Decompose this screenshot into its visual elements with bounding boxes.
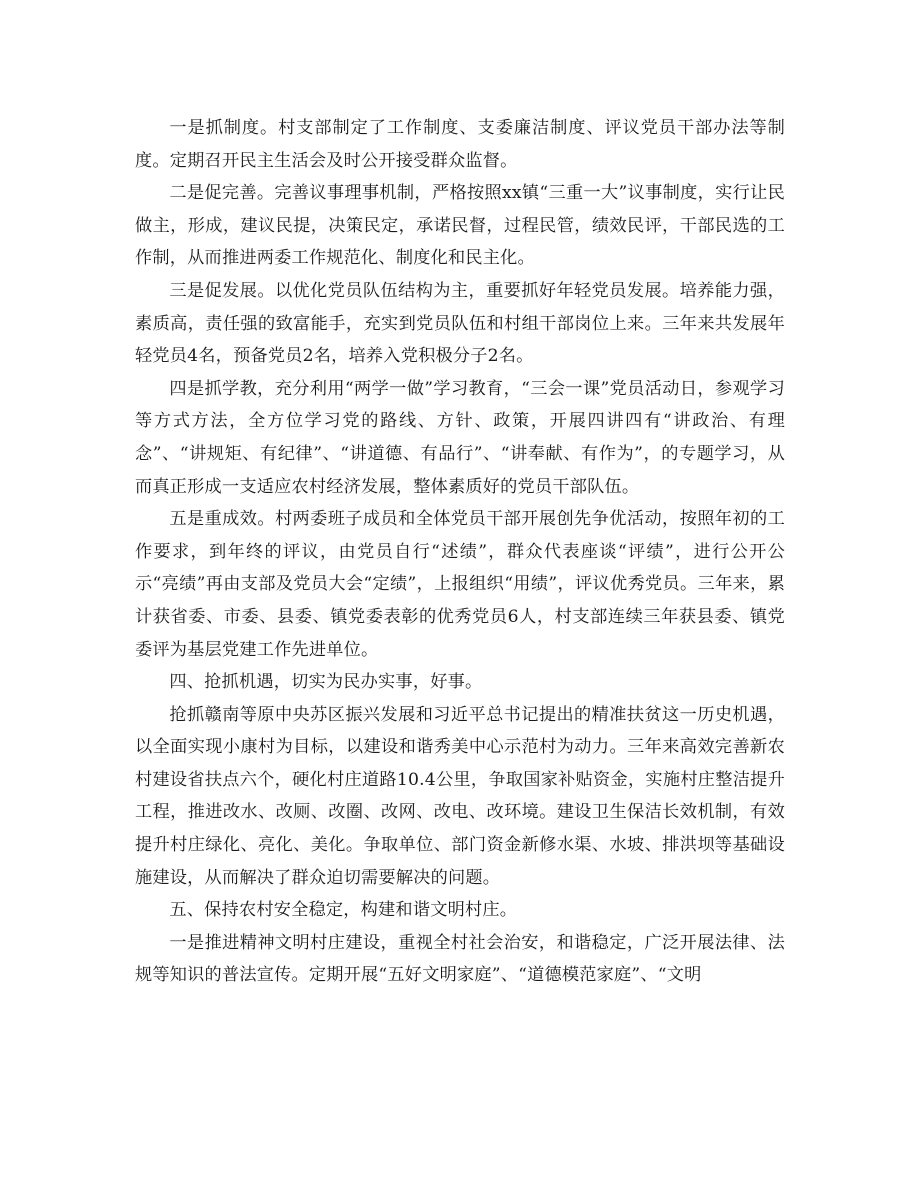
paragraph-rules: 一是抓制度。村支部制定了工作制度、支委廉洁制度、评议党员干部办法等制度。定期召开民主生活会及时公开接受群众监督。 xyxy=(135,118,785,171)
section-heading-opportunity: 四、抢抓机遇，切实为民办实事，好事。 xyxy=(169,672,483,693)
paragraph-study: 四是抓学教，充分利用“两学一做”学习教育，“三会一课”党员活动日，参观学习等方式方法，全方位学习党的路线、方针、政策，开展四讲四有“讲政治、有理念”、“讲规矩、有纪律”、“讲道德、有品行”、“讲奉献、有作为”，的专题学习，从而真正形成一支适应农村经济发展，整体素质好的党员干部队伍。 xyxy=(135,378,785,497)
section-heading-stability: 五、保持农村安全稳定，构建和谐文明村庄。 xyxy=(169,900,518,921)
paragraph-development: 三是促发展。以优化党员队伍结构为主，重要抓好年轻党员发展。培养能力强，素质高，责任强的致富能手，充实到党员队伍和村组干部岗位上来。三年来共发展年轻党员4名，预备党员2名，培养入党积极分子2名。 xyxy=(135,280,785,367)
document-page xyxy=(135,112,785,992)
paragraph-opportunity: 抢抓赣南等原中央苏区振兴发展和习近平总书记提出的精准扶贫这一历史机遇，以全面实现小康村为目标，以建设和谐秀美中心示范村为动力。三年来高效完善新农村建设省扶点六个，硬化村庄道路10.4公里，争取国家补贴资金，实施村庄整洁提升工程，推进改水、改厕、改圈、改网、改电、改环境。建设卫生保洁长效机制，有效提升村庄绿化、亮化、美化。争取单位、部门资金新修水渠、水坡、排洪坝等基础设施建设，从而解决了群众迫切需要解决的问题。 xyxy=(135,704,785,888)
paragraph-civilization: 一是推进精神文明村庄建设，重视全村社会治安，和谐稳定，广泛开展法律、法规等知识的普法宣传。定期开展“五好文明家庭”、“道德模范家庭”、“文明 xyxy=(135,932,785,986)
paragraph-results: 五是重成效。村两委班子成员和全体党员干部开展创先争优活动，按照年初的工作要求，到年终的评议，由党员自行“述绩”，群众代表座谈“评绩”，进行公开公示“亮绩”再由支部及党员大会“定绩”，上报组织“用绩”，评议优秀党员。三年来，累计获省委、市委、县委、镇党委表彰的优秀党员6人，村支部连续三年获县委、镇党委评为基层党建工作先进单位。 xyxy=(135,509,785,660)
paragraph-improvement: 二是促完善。完善议事理事机制，严格按照xx镇“三重一大”议事制度，实行让民做主，形成，建议民提，决策民定，承诺民督，过程民管，绩效民评，干部民选的工作制，从而推进两委工作规范化、制度化和民主化。 xyxy=(135,183,785,269)
